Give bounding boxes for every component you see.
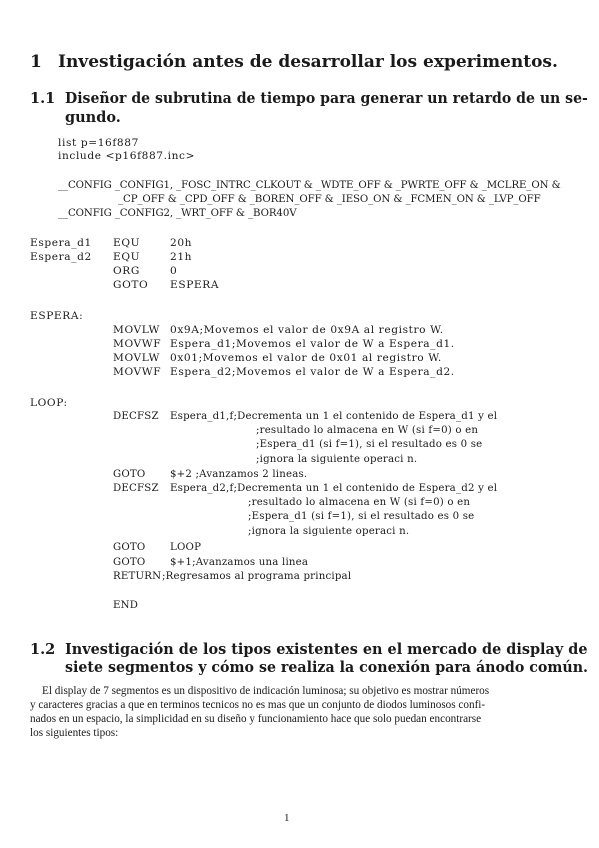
subsection-title-line2: siete segmentos y cómo se realiza la conexión para ánodo común. [65, 659, 589, 676]
code-op: GOTO [113, 279, 149, 291]
code-arg: Espera_d1,f;Decrementa un 1 el contenido de Espera_d1 y el [170, 411, 498, 422]
code-comment: ;Espera_d1 (si f=1), si el resultado es 0 se [256, 439, 483, 450]
code-label: Espera_d1 [30, 237, 92, 249]
code-comment: ;ignora la siguiente operaci n. [248, 526, 410, 537]
code-arg: ESPERA [170, 279, 220, 291]
subsection-title-line2: gundo. [65, 109, 121, 126]
code-op: MOVWF [113, 366, 162, 378]
code-arg: 0x9A;Movemos el valor de 0x9A al registro W. [170, 324, 444, 336]
code-label: Espera_d2 [30, 251, 92, 263]
code-arg: LOOP [170, 542, 202, 553]
code-arg: Espera_d2;Movemos el valor de W a Espera_d2. [170, 366, 455, 378]
code-arg: 0x01;Movemos el valor de 0x01 al registro W. [170, 352, 442, 364]
code-arg: $+2 ;Avanzamos 2 lineas. [170, 469, 308, 480]
code-comment: ;Espera_d1 (si f=1), si el resultado es 0 se [248, 511, 475, 522]
code-op: END [113, 600, 139, 611]
code-line: list p=16f887 [58, 137, 139, 149]
code-arg: Espera_d1;Movemos el valor de W a Espera_d1. [170, 338, 455, 350]
code-op: MOVWF [113, 338, 162, 350]
code-arg: ;Regresamos al programa principal [162, 571, 352, 582]
subsection-title-line1: Diseñor de subrutina de tiempo para generar un retardo de un se- [65, 90, 588, 107]
paragraph-line: y caracteres gracias a que en terminos tecnicos no es mas que un conjunto de diodos luminosos confi- [30, 699, 486, 711]
code-line: __CONFIG _CONFIG1, _FOSC_INTRC_CLKOUT & _WDTE_OFF & _PWRTE_OFF & _MCLRE_ON & [58, 180, 561, 191]
subsection-title-line1: Investigación de los tipos existentes en el mercado de display de [65, 641, 588, 658]
subsection-number: 1.2 [30, 641, 56, 658]
code-op: EQU [113, 237, 141, 249]
page-number: 1 [284, 812, 290, 824]
code-op: MOVLW [113, 352, 160, 364]
code-op: ORG [113, 265, 140, 277]
code-arg: 0 [170, 265, 178, 277]
code-op: MOVLW [113, 324, 160, 336]
code-comment: ;ignora la siguiente operaci n. [256, 454, 418, 465]
code-op: GOTO [113, 557, 146, 568]
code-op: DECFSZ [113, 483, 159, 494]
code-arg: Espera_d2,f;Decrementa un 1 el contenido de Espera_d2 y el [170, 483, 498, 494]
code-line: _CP_OFF & _CPD_OFF & _BOREN_OFF & _IESO_ON & _FCMEN_ON & _LVP_OFF [118, 194, 541, 205]
code-arg: $+1;Avanzamos una linea [170, 557, 309, 568]
code-line: __CONFIG _CONFIG2, _WRT_OFF & _BOR40V [58, 208, 297, 219]
code-label: LOOP: [30, 397, 68, 409]
code-op: GOTO [113, 469, 146, 480]
code-arg: 20h [170, 237, 193, 249]
code-op: RETURN [113, 571, 162, 582]
section-title: Investigación antes de desarrollar los experimentos. [58, 52, 558, 72]
code-comment: ;resultado lo almacena en W (si f=0) o en [256, 425, 479, 436]
code-op: GOTO [113, 542, 146, 553]
paragraph-line: los siguientes tipos: [30, 727, 119, 739]
code-label: ESPERA: [30, 310, 84, 322]
code-op: DECFSZ [113, 411, 159, 422]
section-number: 1 [30, 52, 42, 72]
subsection-number: 1.1 [30, 90, 56, 107]
code-comment: ;resultado lo almacena en W (si f=0) o en [248, 497, 471, 508]
code-op: EQU [113, 251, 141, 263]
code-line: include <p16f887.inc> [58, 150, 196, 162]
code-arg: 21h [170, 251, 193, 263]
paragraph-line: El display de 7 segmentos es un dispositivo de indicación luminosa; su objetivo es mostrar números [42, 685, 490, 697]
paragraph-line: nados en un espacio, la simplicidad en su diseño y funcionamiento hace que solo puedan encontrarse [30, 713, 482, 725]
